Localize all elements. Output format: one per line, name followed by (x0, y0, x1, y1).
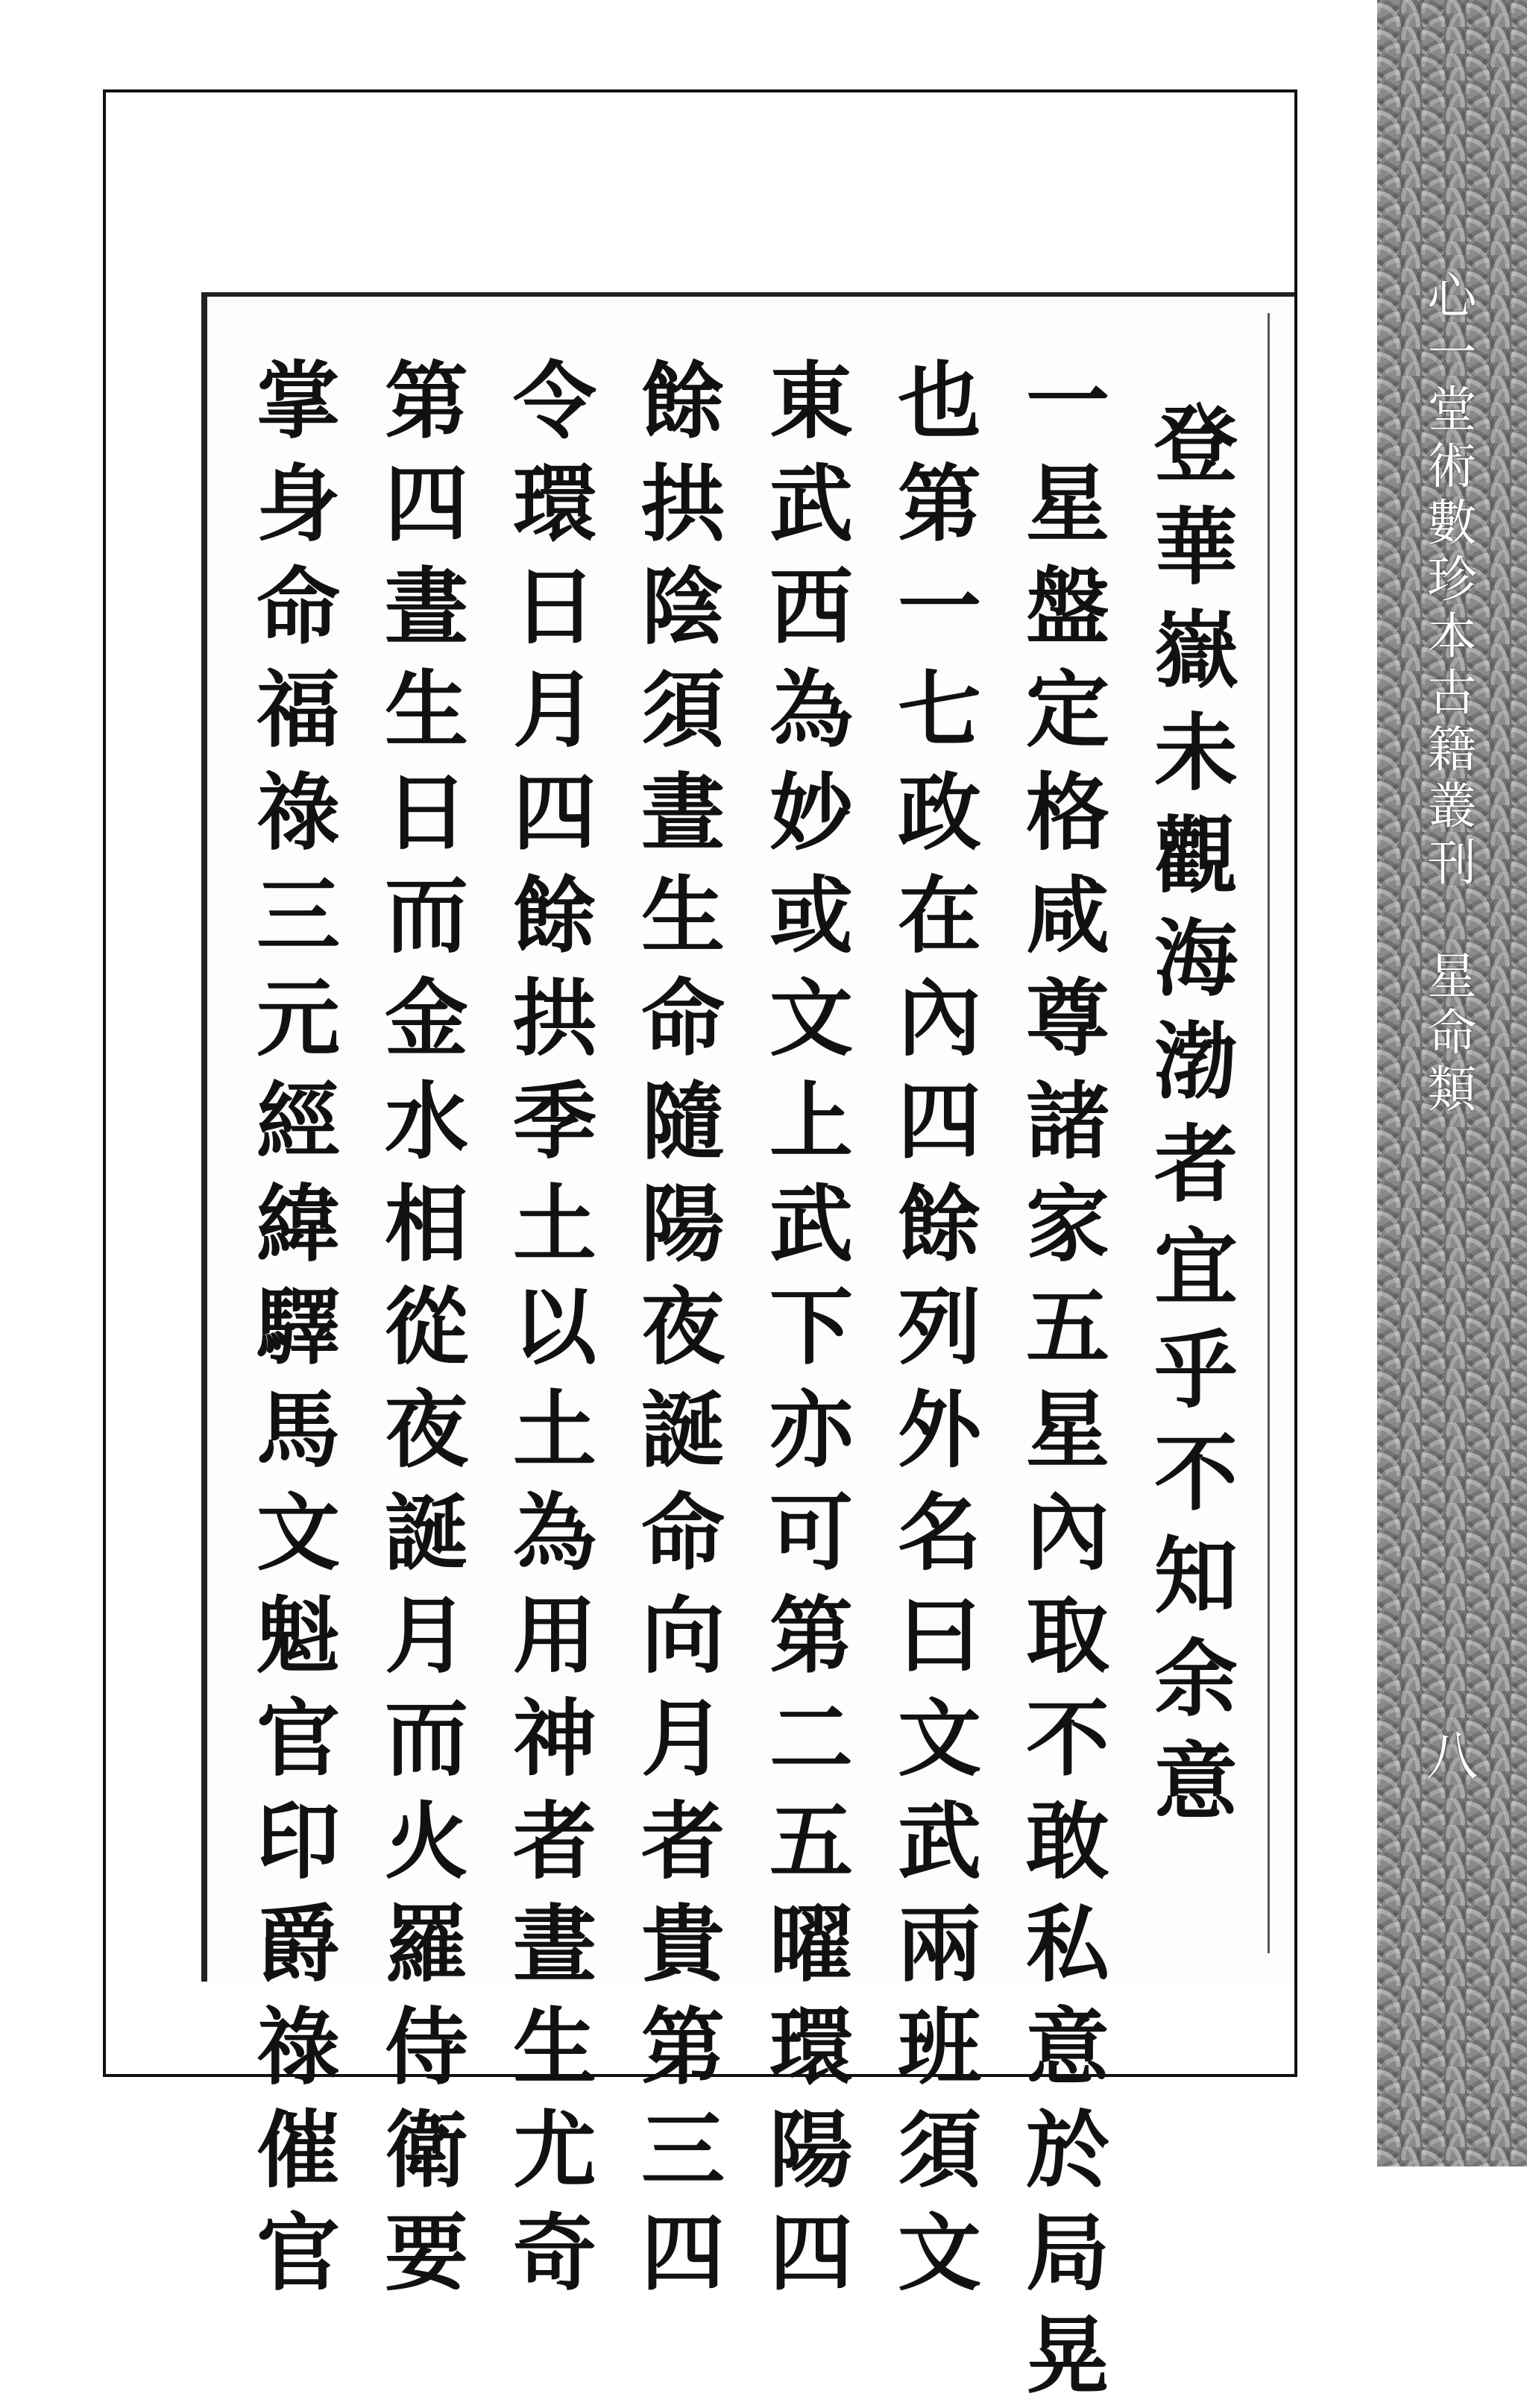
glyph: 餘 (513, 867, 596, 965)
glyph: 文 (256, 1484, 340, 1582)
glyph: 命 (641, 1484, 725, 1582)
glyph: 私 (1026, 1896, 1109, 1993)
glyph: 觀 (1154, 807, 1238, 905)
series-title-char: 本 (1427, 608, 1477, 665)
glyph: 也 (898, 353, 981, 450)
glyph: 嶽 (1154, 602, 1238, 699)
glyph: 四 (898, 1073, 981, 1170)
glyph: 爵 (256, 1896, 340, 1993)
glyph: 於 (1026, 2102, 1109, 2199)
glyph: 三 (256, 867, 340, 965)
glyph: 日 (513, 558, 596, 656)
glyph: 祿 (256, 1999, 340, 2096)
glyph: 衛 (385, 2102, 468, 2199)
glyph: 意 (1026, 1999, 1109, 2096)
series-title (1377, 268, 1527, 1118)
glyph: 第 (769, 1587, 853, 1685)
glyph: 或 (769, 867, 853, 965)
glyph: 尤 (513, 2102, 596, 2199)
glyph: 海 (1154, 910, 1238, 1008)
glyph: 定 (1026, 661, 1109, 759)
glyph: 不 (1154, 1425, 1238, 1522)
glyph: 生 (385, 661, 468, 759)
glyph: 一 (1026, 353, 1109, 450)
glyph: 奇 (513, 2204, 596, 2302)
glyph: 名 (898, 1484, 981, 1582)
glyph: 未 (1154, 705, 1238, 802)
glyph: 魁 (256, 1587, 340, 1685)
glyph: 羅 (385, 1896, 468, 1993)
glyph: 水 (385, 1073, 468, 1170)
glyph: 為 (769, 661, 853, 759)
series-title-char: 珍 (1427, 551, 1477, 608)
glyph: 五 (1026, 1279, 1109, 1376)
series-title-char: 籍 (1427, 721, 1477, 778)
glyph: 經 (256, 1073, 340, 1170)
series-title-char: 堂 (1427, 381, 1477, 438)
series-title-char (1444, 892, 1460, 948)
glyph: 西 (769, 558, 853, 656)
glyph: 向 (641, 1587, 725, 1685)
glyph: 東 (769, 353, 853, 450)
glyph: 為 (513, 1484, 596, 1582)
glyph: 侍 (385, 1999, 468, 2096)
glyph: 格 (1026, 764, 1109, 862)
glyph: 誕 (385, 1484, 468, 1582)
glyph: 四 (641, 2204, 725, 2302)
glyph: 身 (256, 456, 340, 553)
glyph: 余 (1154, 1630, 1238, 1728)
glyph: 七 (898, 661, 981, 759)
glyph: 星 (1026, 1381, 1109, 1479)
text-column-6 (491, 350, 619, 2302)
glyph: 須 (898, 2102, 981, 2199)
glyph: 馬 (256, 1381, 340, 1479)
glyph: 文 (898, 1690, 981, 1788)
glyph: 文 (769, 970, 853, 1068)
glyph: 生 (641, 867, 725, 965)
glyph: 晃 (1026, 2307, 1109, 2405)
glyph: 在 (898, 867, 981, 965)
glyph: 夜 (385, 1381, 468, 1479)
glyph: 四 (769, 2204, 853, 2302)
glyph: 陰 (641, 558, 725, 656)
glyph: 誕 (641, 1381, 725, 1479)
glyph: 登 (1154, 396, 1238, 494)
glyph: 夜 (641, 1279, 725, 1376)
glyph: 取 (1026, 1587, 1109, 1685)
glyph: 華 (1154, 499, 1238, 596)
scan-right-rule (1268, 313, 1270, 1953)
glyph: 緯 (256, 1176, 340, 1273)
glyph: 武 (898, 1793, 981, 1891)
text-column-8 (234, 350, 362, 2302)
folio-number: 八 (1426, 1726, 1479, 1787)
glyph: 土 (513, 1381, 596, 1479)
glyph: 從 (385, 1279, 468, 1376)
glyph: 咸 (1026, 867, 1109, 965)
glyph: 隨 (641, 1073, 725, 1170)
glyph: 官 (256, 2204, 340, 2302)
glyph: 武 (769, 1176, 853, 1273)
glyph: 命 (641, 970, 725, 1068)
glyph: 乎 (1154, 1322, 1238, 1419)
glyph: 四 (513, 764, 596, 862)
text-column-3 (875, 350, 1004, 2302)
glyph: 而 (385, 867, 468, 965)
glyph: 下 (769, 1279, 853, 1376)
glyph: 環 (513, 456, 596, 553)
glyph: 第 (385, 353, 468, 450)
glyph: 餘 (898, 1176, 981, 1273)
series-title-char: 刊 (1427, 834, 1477, 892)
glyph: 妙 (769, 764, 853, 862)
text-column-2 (1004, 350, 1132, 2405)
glyph: 貴 (641, 1896, 725, 1993)
glyph: 星 (1026, 456, 1109, 553)
glyph: 季 (513, 1073, 596, 1170)
series-title-char: 術 (1427, 438, 1477, 495)
series-title-char: 類 (1427, 1061, 1477, 1118)
glyph: 晝 (641, 764, 725, 862)
glyph: 元 (256, 970, 340, 1068)
glyph: 不 (1026, 1690, 1109, 1788)
glyph: 文 (898, 2204, 981, 2302)
glyph: 尊 (1026, 970, 1109, 1068)
glyph: 催 (256, 2102, 340, 2199)
glyph: 三 (641, 2102, 725, 2199)
glyph: 政 (898, 764, 981, 862)
glyph: 須 (641, 661, 725, 759)
glyph: 列 (898, 1279, 981, 1376)
glyph: 可 (769, 1484, 853, 1582)
glyph: 拱 (513, 970, 596, 1068)
glyph: 日 (385, 764, 468, 862)
glyph: 者 (1154, 1116, 1238, 1214)
glyph: 環 (769, 1999, 853, 2096)
glyph: 土 (513, 1176, 596, 1273)
text-column-7 (362, 350, 491, 2302)
series-title-char: 數 (1427, 494, 1477, 552)
glyph: 令 (513, 353, 596, 450)
glyph: 火 (385, 1793, 468, 1891)
glyph: 印 (256, 1793, 340, 1891)
glyph: 宜 (1154, 1219, 1238, 1317)
glyph: 金 (385, 970, 468, 1068)
glyph: 陽 (769, 2102, 853, 2199)
glyph: 月 (385, 1587, 468, 1685)
glyph: 武 (769, 456, 853, 553)
series-title-char: 古 (1427, 664, 1477, 722)
glyph: 生 (513, 1999, 596, 2096)
glyph: 用 (513, 1587, 596, 1685)
scan-top-border (201, 292, 1294, 297)
glyph: 曜 (769, 1896, 853, 1993)
glyph: 班 (898, 1999, 981, 2096)
glyph: 而 (385, 1690, 468, 1788)
glyph: 第 (898, 456, 981, 553)
glyph: 掌 (256, 353, 340, 450)
glyph: 餘 (641, 353, 725, 450)
glyph: 者 (641, 1793, 725, 1891)
text-column-4 (747, 350, 875, 2302)
text-column-5 (619, 350, 747, 2302)
series-title-char: 心 (1427, 268, 1477, 325)
glyph: 拱 (641, 456, 725, 553)
series-title-char: 一 (1427, 324, 1477, 382)
glyph: 渤 (1154, 1013, 1238, 1111)
glyph: 祿 (256, 764, 340, 862)
glyph: 要 (385, 2204, 468, 2302)
glyph: 曰 (898, 1587, 981, 1685)
glyph: 月 (641, 1690, 725, 1788)
glyph: 陽 (641, 1176, 725, 1273)
glyph: 家 (1026, 1176, 1109, 1273)
glyph: 者 (513, 1793, 596, 1891)
glyph: 驛 (256, 1279, 340, 1376)
glyph: 官 (256, 1690, 340, 1788)
glyph: 內 (898, 970, 981, 1068)
glyph: 第 (641, 1999, 725, 2096)
glyph: 二 (769, 1690, 853, 1788)
series-title-char: 叢 (1427, 778, 1477, 835)
series-title-char: 星 (1427, 948, 1477, 1005)
glyph: 外 (898, 1381, 981, 1479)
glyph: 晝 (385, 558, 468, 656)
glyph: 上 (769, 1073, 853, 1170)
series-title-char: 命 (1427, 1004, 1477, 1062)
glyph: 福 (256, 661, 340, 759)
glyph: 兩 (898, 1896, 981, 1993)
glyph: 內 (1026, 1484, 1109, 1582)
text-columns (224, 350, 1260, 2405)
glyph: 神 (513, 1690, 596, 1788)
glyph: 五 (769, 1793, 853, 1891)
glyph: 亦 (769, 1381, 853, 1479)
glyph: 諸 (1026, 1073, 1109, 1170)
glyph: 四 (385, 456, 468, 553)
glyph: 敢 (1026, 1793, 1109, 1891)
glyph: 知 (1154, 1528, 1238, 1625)
glyph: 相 (385, 1176, 468, 1273)
glyph: 命 (256, 558, 340, 656)
glyph: 月 (513, 661, 596, 759)
glyph: 意 (1154, 1733, 1238, 1831)
text-column-1 (1132, 350, 1260, 1976)
glyph: 以 (513, 1279, 596, 1376)
glyph: 晝 (513, 1896, 596, 1993)
glyph: 一 (898, 558, 981, 656)
scan-left-border (201, 292, 207, 1982)
glyph: 局 (1026, 2204, 1109, 2302)
glyph: 盤 (1026, 558, 1109, 656)
